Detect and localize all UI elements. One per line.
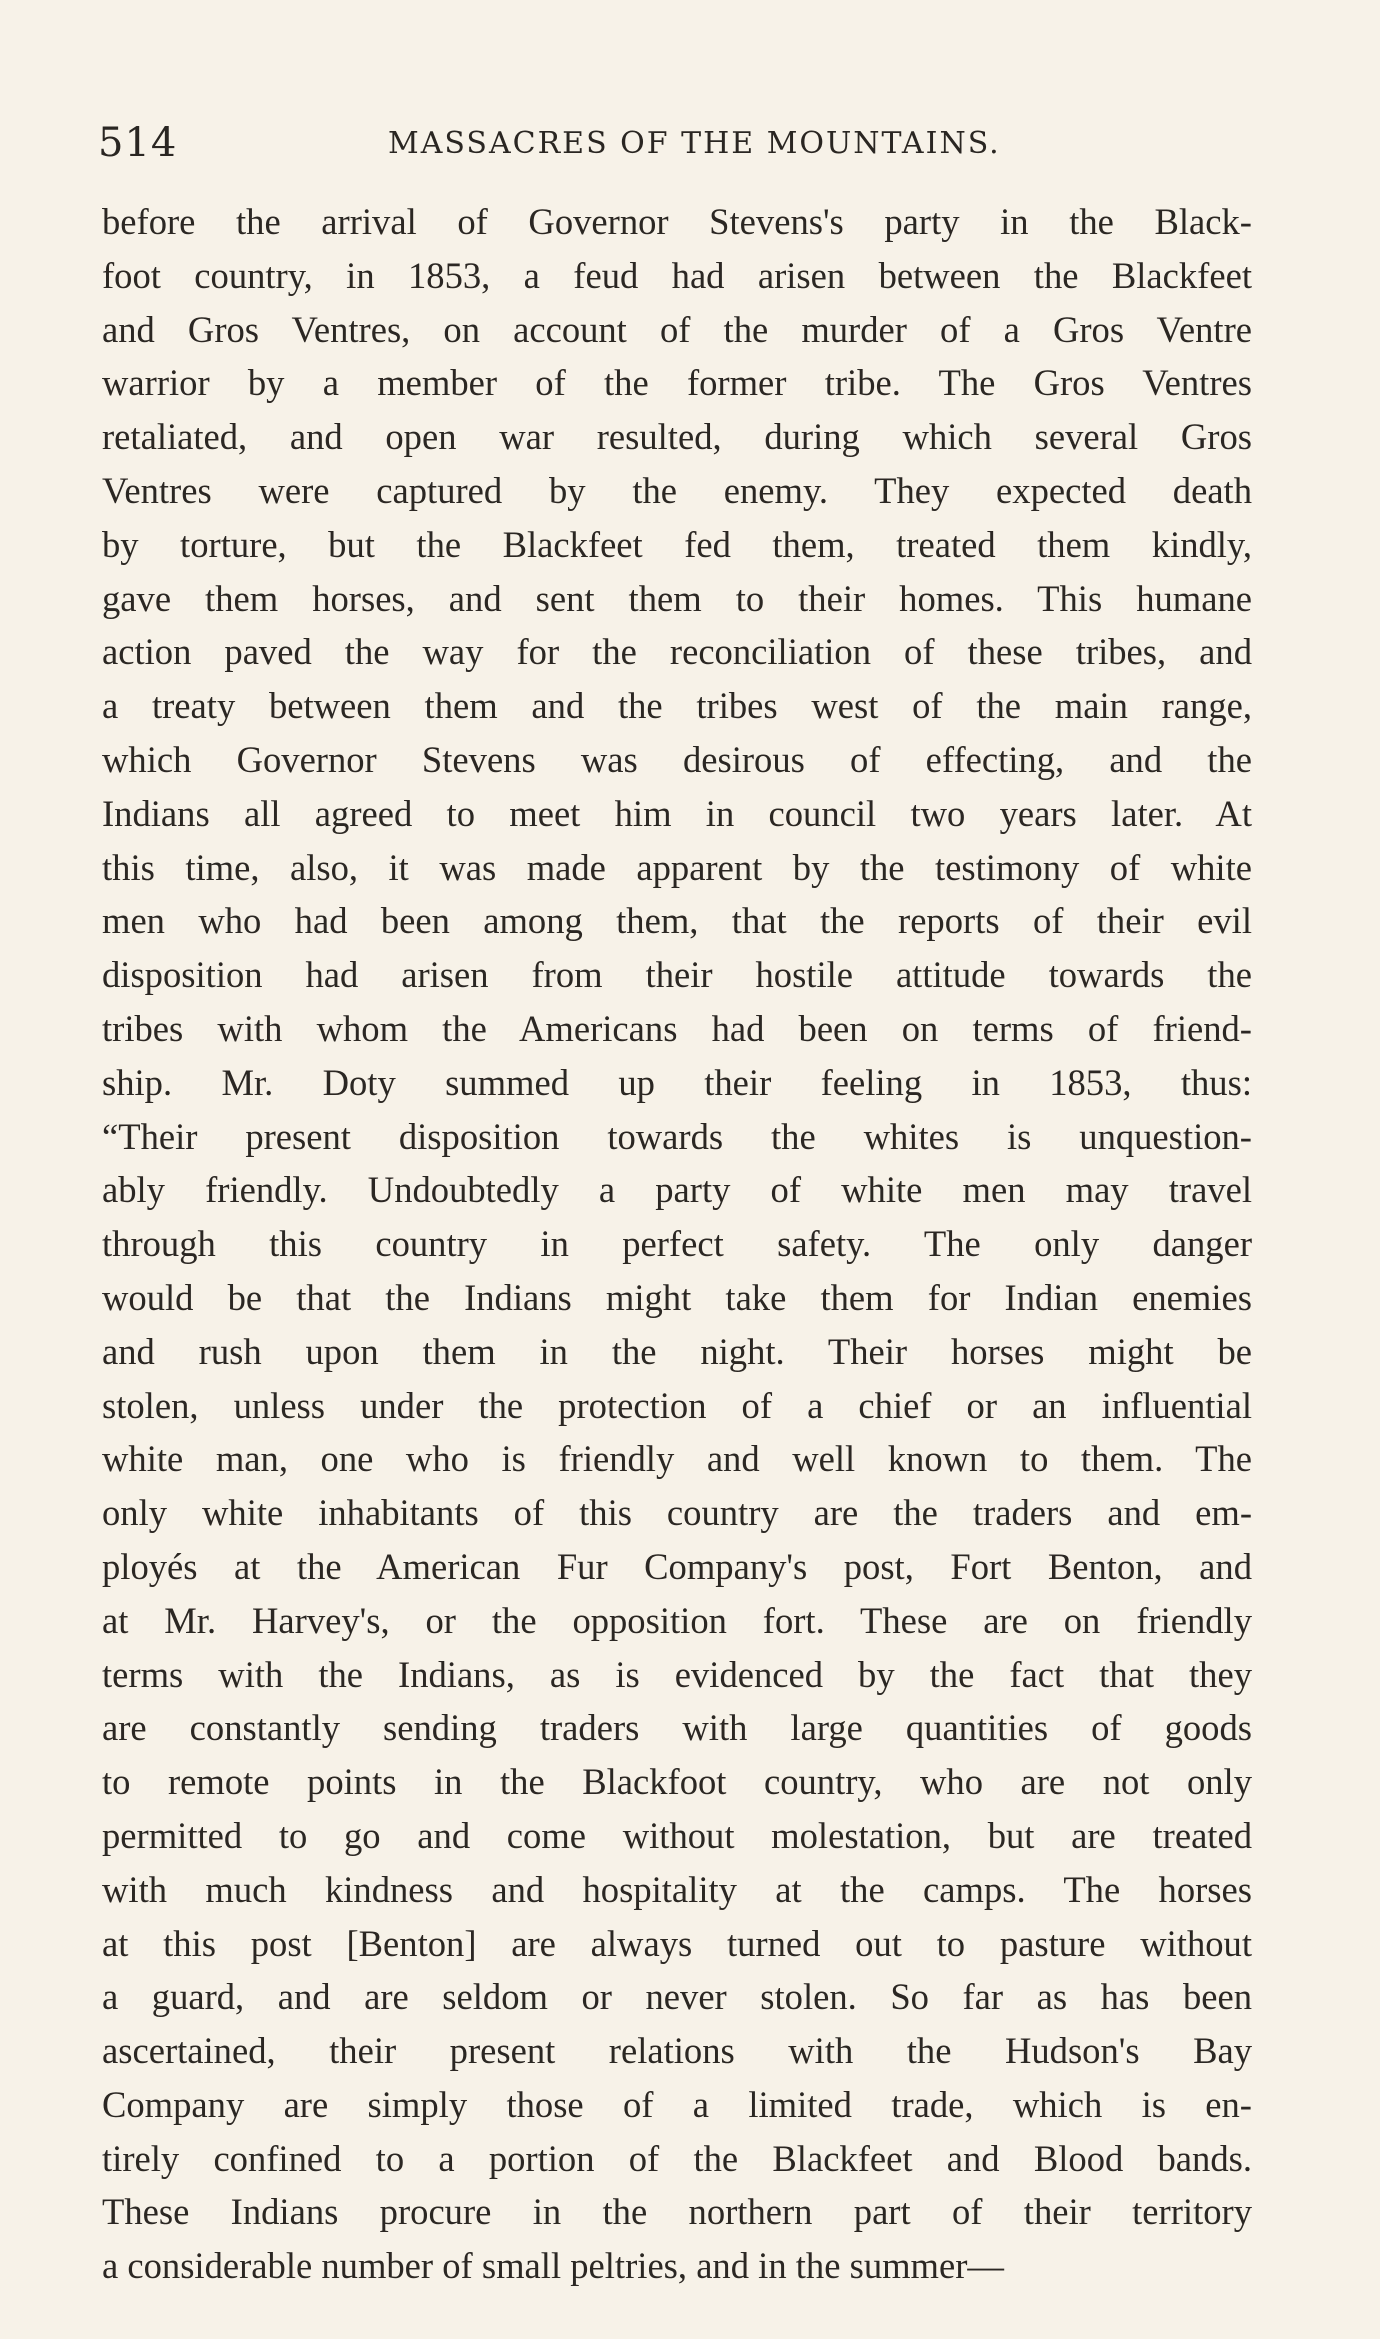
text-line: by torture, but the Blackfeet fed them, treated them kindly, (102, 523, 1252, 565)
text-line: Company are simply those of a limited trade, which is en- (102, 2083, 1252, 2125)
text-line: to remote points in the Blackfoot country, who are not only (102, 1761, 1252, 1803)
text-line: would be that the Indians might take them for Indian enemies (102, 1276, 1252, 1318)
text-line: foot country, in 1853, a feud had arisen between the Blackfeet (102, 254, 1252, 296)
body-text (102, 195, 1252, 2293)
text-line: a considerable number of small peltries, and in the summer— (102, 2245, 1005, 2287)
text-line: a guard, and are seldom or never stolen. So far as has been (102, 1976, 1252, 2018)
text-line: terms with the Indians, as is evidenced by the fact that they (102, 1653, 1252, 1695)
text-line: with much kindness and hospitality at the camps. The horses (102, 1868, 1252, 1910)
text-line: only white inhabitants of this country are the traders and em- (102, 1492, 1252, 1534)
text-line: ascertained, their present relations with the Hudson's Bay (102, 2030, 1252, 2072)
text-line: ably friendly. Undoubtedly a party of white men may travel (102, 1169, 1252, 1211)
text-line: at this post [Benton] are always turned out to pasture without (102, 1922, 1252, 1964)
text-line: “Their present disposition towards the whites is unquestion- (102, 1115, 1252, 1157)
text-line: and rush upon them in the night. Their horses might be (102, 1330, 1252, 1372)
text-line: which Governor Stevens was desirous of effecting, and the (102, 738, 1252, 780)
text-line: white man, one who is friendly and well known to them. The (102, 1438, 1252, 1480)
text-line: through this country in perfect safety. The only danger (102, 1223, 1252, 1265)
text-line: ship. Mr. Doty summed up their feeling in 1853, thus: (102, 1061, 1252, 1103)
text-line: this time, also, it was made apparent by the testimony of white (102, 846, 1252, 888)
text-line: warrior by a member of the former tribe. The Gros Ventres (102, 362, 1252, 404)
text-line: and Gros Ventres, on account of the murder of a Gros Ventre (102, 308, 1252, 350)
text-line: tirely confined to a portion of the Blackfeet and Blood bands. (102, 2137, 1252, 2179)
text-line: are constantly sending traders with large quantities of goods (102, 1707, 1252, 1749)
text-line: stolen, unless under the protection of a chief or an influential (102, 1384, 1252, 1426)
page-number: 514 (98, 120, 178, 166)
running-head: MASSACRES OF THE MOUNTAINS. (388, 126, 1001, 161)
text-line: ployés at the American Fur Company's post, Fort Benton, and (102, 1545, 1252, 1587)
text-line: Indians all agreed to meet him in council two years later. At (102, 792, 1252, 834)
text-line: disposition had arisen from their hostile attitude towards the (102, 954, 1252, 996)
text-line: gave them horses, and sent them to their homes. This humane (102, 577, 1252, 619)
text-line: a treaty between them and the tribes west of the main range, (102, 685, 1252, 727)
text-line: Ventres were captured by the enemy. They expected death (102, 469, 1252, 511)
text-line: action paved the way for the reconciliation of these tribes, and (102, 631, 1252, 673)
page-header (98, 112, 1248, 172)
text-line: These Indians procure in the northern part of their territory (102, 2191, 1252, 2233)
text-line: men who had been among them, that the reports of their evil (102, 900, 1252, 942)
text-line: before the arrival of Governor Stevens's party in the Black- (102, 201, 1252, 242)
text-line: permitted to go and come without molestation, but are treated (102, 1814, 1252, 1856)
text-line: at Mr. Harvey's, or the opposition fort. These are on friendly (102, 1599, 1252, 1641)
text-line: retaliated, and open war resulted, during which several Gros (102, 416, 1252, 458)
text-line: tribes with whom the Americans had been on terms of friend- (102, 1007, 1252, 1049)
